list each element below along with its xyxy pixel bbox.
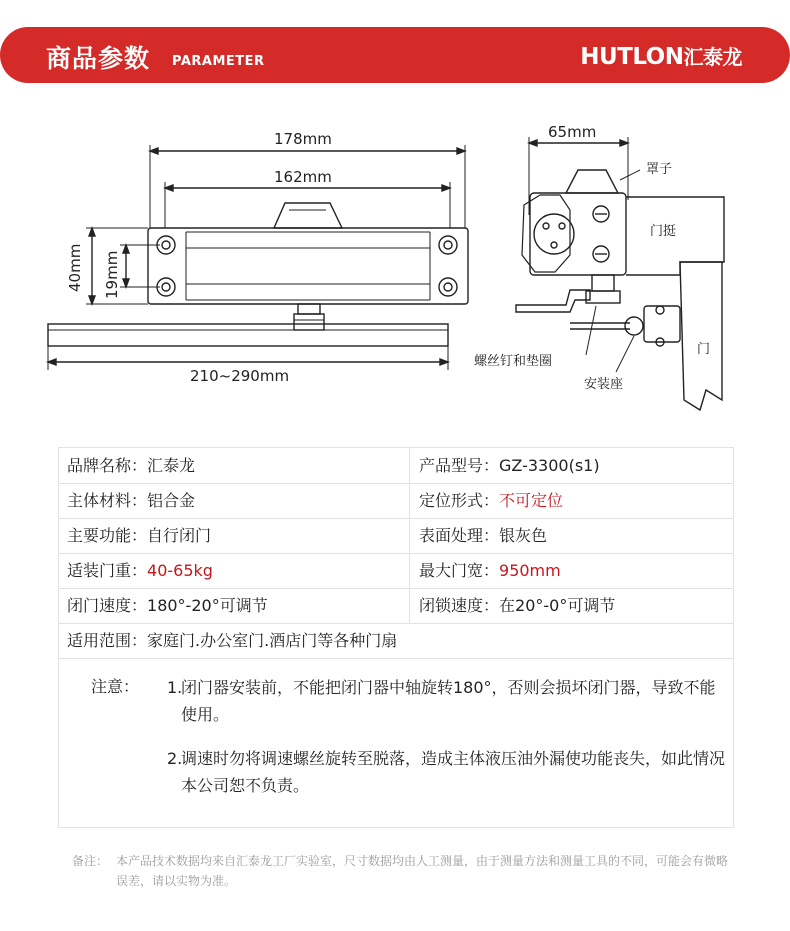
spec-row-scope [59, 623, 733, 659]
label-screw: 螺丝钉和垫圈 [474, 354, 553, 369]
brand-logo-latin: HUTLON [580, 44, 684, 70]
spec-cell: 适装门重：40-65kg [67, 561, 213, 580]
brand-logo [580, 41, 742, 70]
spec-cell: 品牌名称：汇泰龙 [67, 456, 196, 475]
spec-table [58, 447, 734, 828]
footnote [72, 851, 732, 891]
spec-row [59, 448, 733, 484]
label-cover: 罩子 [646, 162, 673, 177]
note-item: 1. 闭门器安装前，不能把闭门器中轴旋转180°，否则会损坏闭门器，导致不能使用。 [167, 678, 716, 724]
spec-row [59, 518, 733, 554]
spec-cell: 最大门宽：950mm [419, 561, 561, 580]
label-seat: 安装座 [584, 377, 624, 392]
spec-cell: 表面处理：银灰色 [419, 526, 548, 545]
dim-arm-label: 210~290mm [190, 367, 290, 385]
spec-row [59, 588, 733, 624]
brand-logo-cn: 汇泰龙 [683, 45, 742, 69]
page-subtitle: PARAMETER [172, 54, 265, 69]
spec-cell: 产品型号：GZ-3300(s1) [419, 456, 600, 475]
footnote-label: 备注： [72, 854, 109, 868]
notes-label: 注意： [91, 677, 140, 696]
spec-cell: 闭门速度：180°-20°可调节 [67, 596, 268, 615]
page-title: 商品参数 [46, 44, 151, 73]
spec-cell: 闭锁速度：在20°-0°可调节 [419, 596, 616, 615]
dim-total-label: 178mm [274, 130, 332, 148]
spec-row [59, 483, 733, 519]
footnote-text: 本产品技术数据均来自汇泰龙工厂实验室，尺寸数据均由人工测量，由于测量方法和测量工具的不同，可能会有微略误差，请以实物为准。 [116, 854, 729, 888]
spec-row [59, 553, 733, 589]
door-closer-diagram [0, 100, 790, 430]
spec-cell: 定位形式：不可定位 [419, 491, 564, 510]
dim-inner-label: 162mm [274, 168, 332, 186]
dim-height-label: 40mm [66, 243, 84, 292]
dim-depth-label: 65mm [548, 123, 597, 141]
label-frame: 门挺 [650, 224, 677, 239]
dim-hole-label: 19mm [103, 250, 121, 299]
spec-cell: 主体材料：铝合金 [67, 491, 196, 510]
spec-cell: 适用范围：家庭门.办公室门.酒店门等各种门扇 [67, 631, 398, 650]
header-banner [0, 27, 790, 83]
spec-cell: 主要功能：自行闭门 [67, 526, 212, 545]
note-item: 2. 调速时勿将调速螺丝旋转至脱落，造成主体液压油外漏使功能丧失，如此情况本公司恕不负责。 [167, 749, 726, 795]
label-door: 门 [697, 342, 711, 357]
